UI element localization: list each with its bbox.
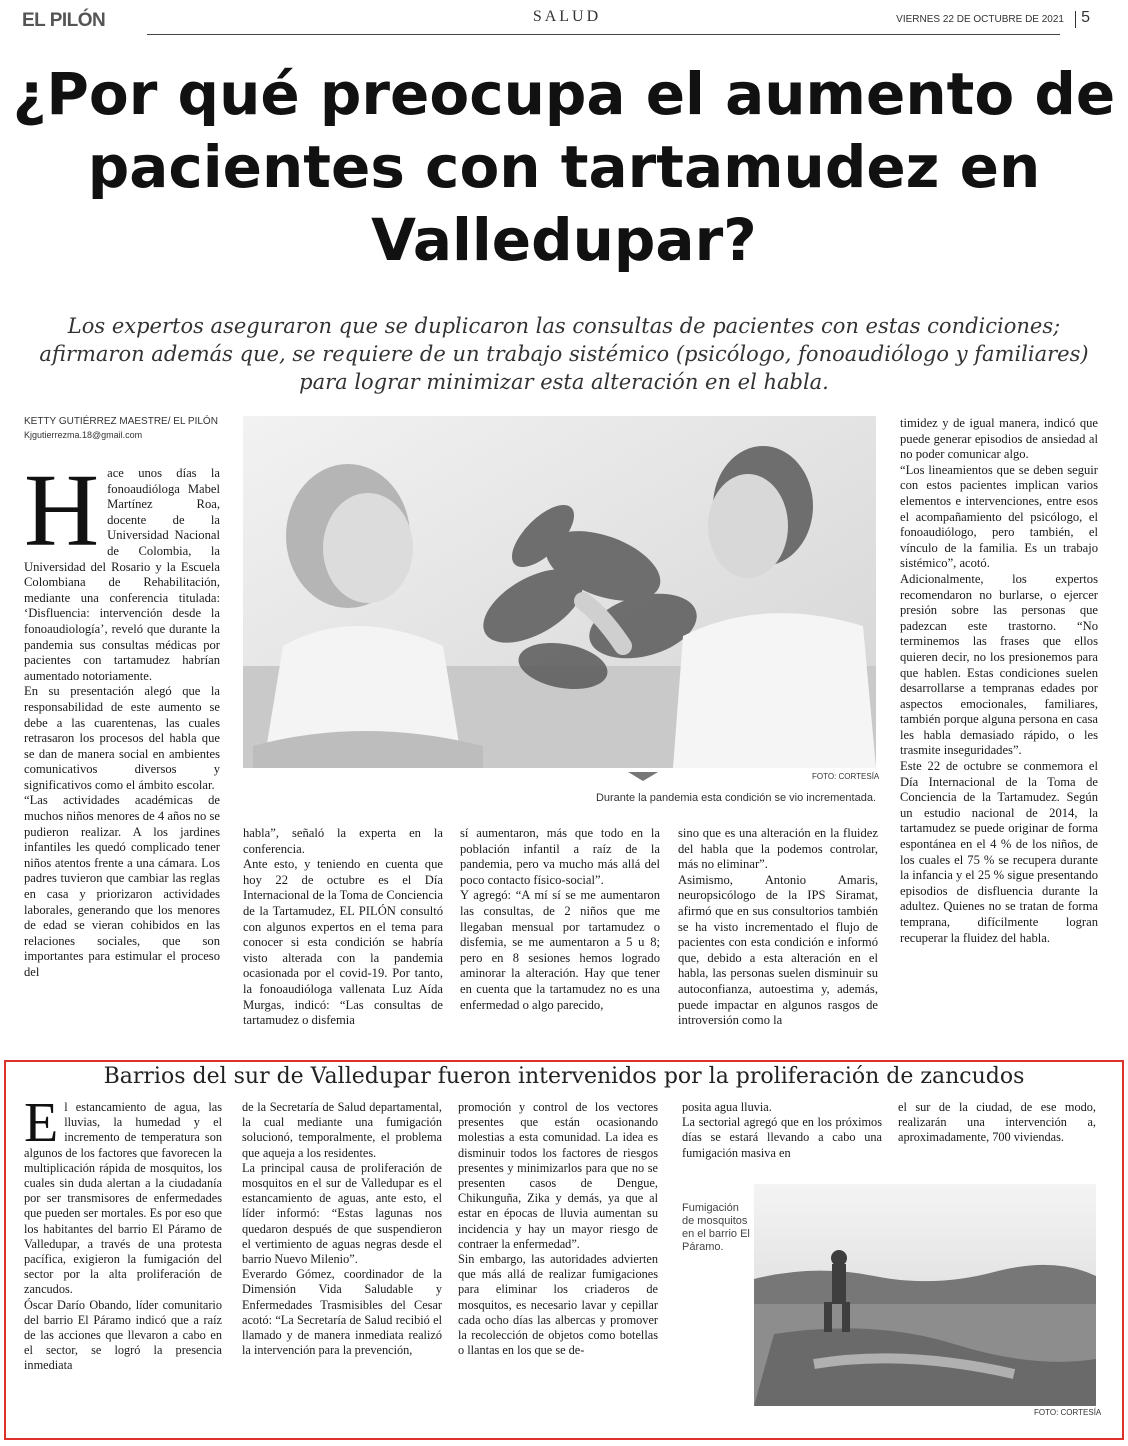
section-name: SALUD — [532, 8, 602, 25]
photo-girl-and-woman — [243, 416, 876, 768]
photo-fumigation-field — [754, 1184, 1096, 1406]
sidebar-paragraph: La sectorial agregó que en los próximos días se estará llevando a cabo una fumigación masiva en — [682, 1115, 882, 1160]
article-paragraph: Adicionalmente, los expertos recomendaron no burlarse, o ejercer presión sobre las personas que padezcan este trastorno. “No terminemos las frases que ellos quieren decir, no los presionemos para que hablen. Estas condiciones suelen desarrollarse a tempranas edades por aspectos emocionales, familiares, también porque alguna persona en casa les habla demasiado rápido, o les trasmite inseguridades”. — [900, 571, 1098, 758]
article-paragraph: “Las actividades académicas de muchos niños menores de 4 años no se pudieron realizar. A los jardines infantiles les quedó complicado tener niños atentos frente a una cámara. Los padres tuvieron que cambiar las reglas en casa y priorizaron actividades laborales, generando que los menores de edad se vieran cohibidos en las relaciones sociales, que son importantes para estimular el proceso del — [24, 793, 220, 979]
page-number: 5 — [1081, 9, 1090, 26]
article-paragraph: timidez y de igual manera, indicó que puede generar episodios de ansiedad al no poder comunicar algo. — [900, 416, 1098, 462]
sidebar-paragraph: Óscar Darío Obando, líder comunitario del barrio El Páramo indicó que a raíz de las acciones que llevaron a cabo en el sector, se logró la presencia inmediata — [24, 1297, 222, 1373]
sidebar-column-2 — [242, 1100, 442, 1358]
caption-pointer — [628, 772, 658, 781]
sidebar-photo-caption: Fumigación de mosquitos en el barrio El Páramo. — [682, 1202, 750, 1253]
sidebar-column-4 — [682, 1100, 882, 1161]
drop-cap: E — [24, 1092, 59, 1154]
article-paragraph: Y agregó: “A mí sí se me aumentaron las consultas, de 2 niños que me llegaban mensual por tartamudez o disfemia, se me aumentaron a 5 u 8; pero en 8 sesiones hemos logrado aminorar la alteración. Hay que tener en cuenta que la tartamudez no es una enfermedad o algo parecido, — [460, 888, 660, 1012]
article-paragraph: sino que es una alteración en la fluidez del habla que la podemos controlar, más no eliminar”. — [678, 826, 878, 872]
sidebar-paragraph: l estancamiento de agua, las lluvias, la humedad y el incremento de temperatura son algunos de los factores que favorecen la multiplicación rápida de mosquitos, los cuales sin duda alertan a la ciudadanía por ser transmisores de enfermedades que pueden ser mortales. Es por eso que los habitantes del barrio El Páramo de Valledupar, a través de una protesta pacífica, exigieron la fumigación del sector por la alta proliferación de zancudos. — [24, 1100, 222, 1297]
article-paragraph: habla”, señaló la experta en la conferencia. — [243, 826, 443, 856]
article-column-3 — [460, 826, 660, 1013]
newspaper-logo: EL PILÓN — [22, 10, 106, 31]
sidebar-paragraph: posita agua lluvia. — [682, 1100, 772, 1114]
sidebar-column-5 — [898, 1100, 1096, 1146]
article-paragraph: En su presentación alegó que la responsabilidad de este aumento se debe a las cuarentenas, las cuales retrasaron los procesos del habla que se dan de manera social en ambientes comunicativos diversos y significativos como el ámbito escolar. — [24, 684, 220, 792]
article-paragraph: ace unos días la fonoaudióloga Mabel Martínez Roa, docente de la Universidad Nacional de Colombia, la Universidad del Rosario y la Escuela Colombiana de Rehabilitación, mediante una conferencia titulada: ‘Disfluencia: intervención desde la fonoaudiología’, reveló que durante la pandemia sus consultas médicas por pacientes con tartamudez habrían aumentado notoriamente. — [24, 466, 220, 683]
article-column-5 — [900, 416, 1098, 946]
article-paragraph: Ante esto, y teniendo en cuenta que hoy 22 de octubre es el Día Internacional de la Toma de Conciencia de la Tartamudez, EL PILÓN consultó con algunos expertos en el tema para conocer si esta condición se habría visto alterada con la pandemia ocasionada por el covid-19. Por tanto, la fonoaudióloga vallenata Luz Aída Murgas, indicó: “Las consultas de tartamudez o disfemia — [243, 857, 443, 1028]
article-column-2 — [243, 826, 443, 1029]
article-column-1 — [24, 453, 220, 981]
article-paragraph: Asimismo, Antonio Amaris, neuropsicólogo de la IPS Siramat, afirmó que en sus consultorios también se ha visto incrementado el flujo de pacientes con esta condición e informó que, debido a esta alteración en el habla, las personas suelen disminuir su autoconfianza, autoestima y, además, puede impactar en algunos rasgos de introversión como la — [678, 872, 878, 1028]
photo-caption: Durante la pandemia esta condición se vio incrementada. — [595, 792, 876, 804]
header-rule — [147, 34, 1060, 35]
sidebar-column-1 — [24, 1092, 222, 1374]
sidebar-column-3 — [458, 1100, 658, 1358]
article-paragraph: Este 22 de octubre se conmemora el Día Internacional de la Toma de Conciencia de la Tartamudez. Según un estudio nacional de 2014, la tartamudez se puede originar de forma espontánea en el 4 % de los niños, de los cuales el 75 % se recupera durante la infancia y el 25 % sigue presentando episodios de disfluencia durante la adultez. Quienes no se tratan de forma temprana, difícilmente logran recuperar la fluidez del habla. — [900, 759, 1098, 945]
drop-cap: H — [24, 453, 100, 568]
sidebar-paragraph: de la Secretaría de Salud departamental, la cual mediante una fumigación solucionó, temporalmente, el problema que aqueja a los residentes. — [242, 1100, 442, 1160]
article-paragraph: sí aumentaron, más que todo en la población infantil a raíz de la pandemia, pero va mucho más allá del poco contacto físico-social”. — [460, 826, 660, 887]
author-email: Kjgutierrezma.18@gmail.com — [24, 430, 143, 440]
article-deck: Los expertos aseguraron que se duplicaron las consultas de pacientes con estas condiciones; afirmaron además que, se requiere de un trabajo sistémico (psicólogo, fonoaudiólogo y familiares) para lograr minimizar esta alteración en el habla. — [39, 314, 1089, 394]
sidebar-paragraph: Sin embargo, las autoridades advierten que más allá de realizar fumigaciones para eliminar los criaderos de mosquitos, es necesario lavar y cepillar cada ocho días las albercas y promover la recolección de objetos como botellas o llantas en los que se de- — [458, 1252, 658, 1358]
header-divider — [1075, 11, 1076, 28]
sidebar-photo — [754, 1184, 1096, 1406]
sidebar-paragraph: Everardo Gómez, coordinador de la Dimensión Vida Saludable y Enfermedades Trasmisibles del Cesar acotó: “La Secretaría de Salud recibió el llamado y de manera inmediata realizó la intervención para la prevención, — [242, 1267, 442, 1358]
page-header — [22, 8, 1112, 38]
sidebar-paragraph: el sur de la ciudad, de ese modo, realizarán una intervención a, aproximadamente, 700 viviendas. — [898, 1100, 1096, 1145]
photo-credit: FOTO: CORTESÍA — [812, 772, 880, 781]
article-headline: ¿Por qué preocupa el aumento de pacientes con tartamudez en Valledupar? — [12, 60, 1116, 274]
sidebar-paragraph: La principal causa de proliferación de mosquitos en el sur de Valledupar es el estancamiento de aguas, ante esto, el líder informó: “Estas lagunas nos quedaron después de que suspendieron el vertimiento de aguas negras desde el barrio Nuevo Milenio”. — [242, 1160, 442, 1267]
article-column-4 — [678, 826, 878, 1029]
issue-date: VIERNES 22 DE OCTUBRE DE 2021 — [896, 14, 1064, 25]
sidebar-photo-credit: FOTO: CORTESÍA — [1034, 1408, 1102, 1417]
article-byline: KETTY GUTIÉRREZ MAESTRE/ EL PILÓN — [24, 416, 218, 427]
sidebar-paragraph: promoción y control de los vectores presentes que están ocasionando molestias a esta comunidad. La idea es disminuir todos los factores de riesgos presentes y minimizarlos para que no se presenten casos de Dengue, Chikunguña, Zika y demás, ya que al estar en épocas de lluvia aumentan su incidencia y hay un mayor riesgo de contraer la enfermedad”. — [458, 1100, 658, 1251]
sidebar-headline: Barrios del sur de Valledupar fueron intervenidos por la proliferación de zancudos — [103, 1064, 1025, 1089]
article-photo — [243, 416, 876, 768]
article-paragraph: “Los lineamientos que se deben seguir con estos pacientes implican varios elementos e intervenciones, entre esos el acompañamiento del psicólogo, el fonoaudiólogo, pero también, el vínculo de la familia. Es un trabajo sistémico”, acotó. — [900, 462, 1098, 571]
